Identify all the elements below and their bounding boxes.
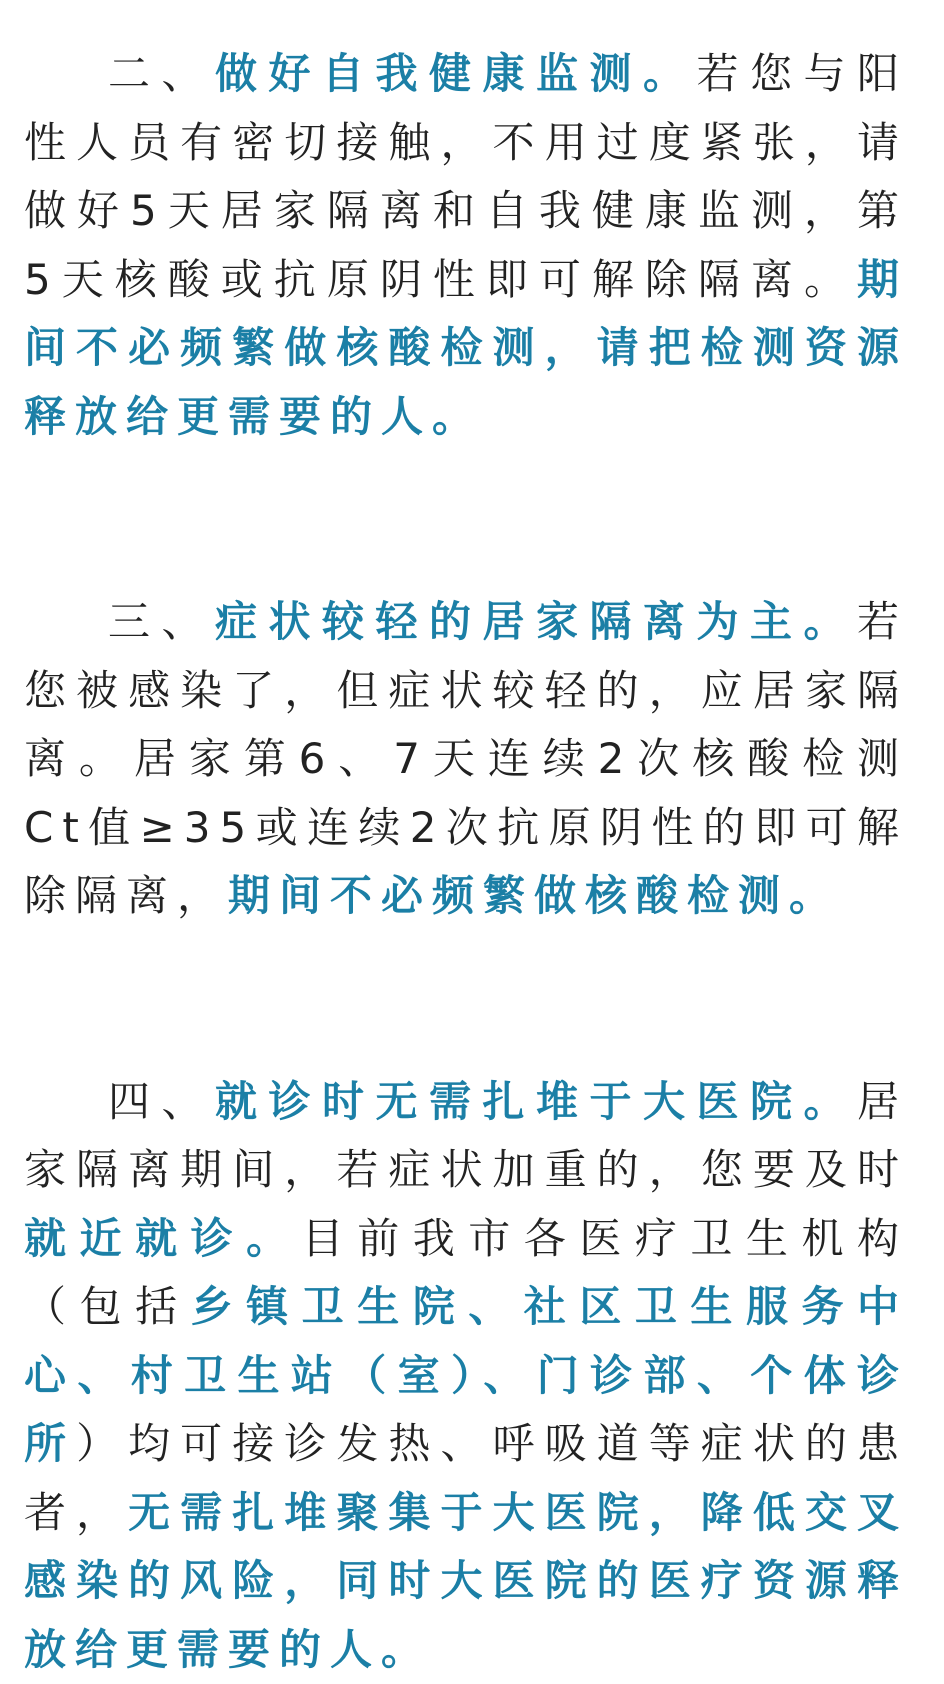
section-2-emphasis: 期间不必频繁做核酸检测，请把检测资源释放给更需要的人。 [24, 255, 908, 441]
section-2-number: 二、 [108, 49, 215, 98]
section-3-body: 若您被感染了，但症状较轻的，应居家隔离。居家第6、7天连续2次核酸检测Ct值≥35或连续2次抗原阴性的即可解除隔离， [24, 597, 908, 920]
section-4-number: 四、 [108, 1077, 215, 1126]
section-4-body-2: 目前我市各医疗卫生机构（包括 [24, 1214, 908, 1332]
section-4-body-1: 居家隔离期间，若症状加重的，您要及时 [24, 1077, 908, 1195]
section-3-paragraph [24, 588, 908, 931]
section-3-emphasis: 期间不必频繁做核酸检测。 [228, 871, 840, 920]
article-body [24, 40, 908, 1684]
section-4-heading: 就诊时无需扎堆于大医院。 [215, 1077, 857, 1126]
section-4-emphasis-2: 乡镇卫生院、社区卫生服务中心、村卫生站（室）、门诊部、个体诊所 [24, 1282, 908, 1468]
section-2-body: 若您与阳性人员有密切接触，不用过度紧张，请做好5天居家隔离和自我健康监测，第5天核酸或抗原阴性即可解除隔离。 [24, 49, 908, 304]
section-4-paragraph [24, 1068, 908, 1684]
section-4-body-3: ）均可接诊发热、呼吸道等症状的患者， [24, 1419, 908, 1537]
section-3-heading: 症状较轻的居家隔离为主。 [215, 597, 857, 646]
section-3-number: 三、 [108, 597, 215, 646]
section-2-paragraph [24, 40, 908, 451]
section-4-emphasis-3: 无需扎堆聚集于大医院，降低交叉感染的风险，同时大医院的医疗资源释放给更需要的人。 [24, 1488, 908, 1674]
section-4-emphasis-1: 就近就诊。 [24, 1214, 302, 1263]
section-2-heading: 做好自我健康监测。 [215, 49, 696, 98]
